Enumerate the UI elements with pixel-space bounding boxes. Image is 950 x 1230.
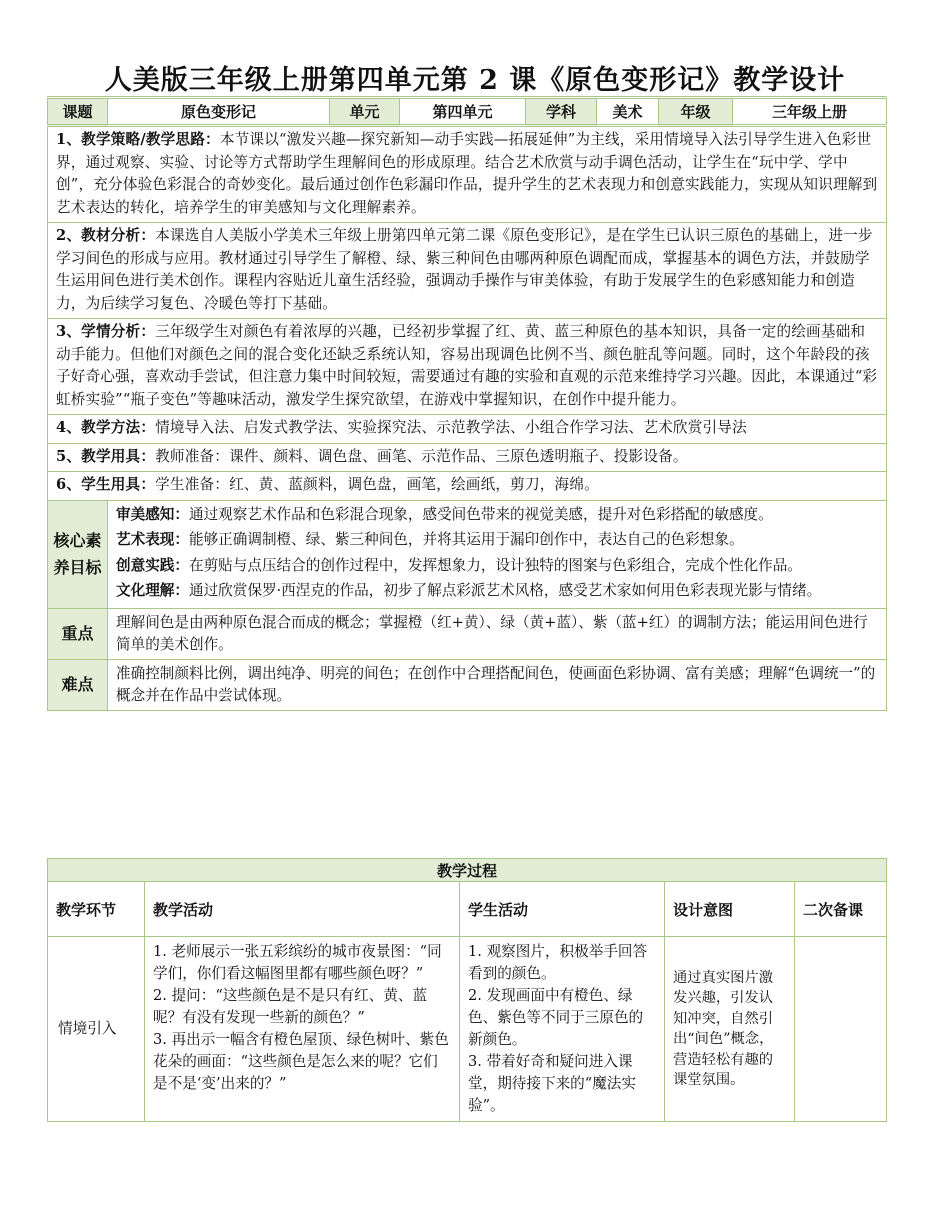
col-header-intent: 设计意图 [665, 882, 795, 937]
process-title: 教学过程 [48, 859, 887, 882]
section-teacher-tools: 5、教学用具：教师准备：课件、颜料、调色盘、画笔、示范作品、三原色透明瓶子、投影设备。 [48, 443, 887, 472]
subject-value: 美术 [597, 98, 659, 126]
difficulty-label: 难点 [48, 659, 108, 710]
key-point-label: 重点 [48, 608, 108, 659]
grade-label: 年级 [659, 98, 733, 126]
teacher-activity-cell [145, 937, 460, 1122]
revision-cell [795, 937, 887, 1122]
grade-value: 三年级上册 [733, 98, 887, 126]
teacher-step: 3. 再出示一幅含有橙色屋顶、绿色树叶、紫色花朵的画面：“这些颜色是怎么来的呢？它们是不是‘变’出来的？” [153, 1031, 449, 1092]
col-header-revision: 二次备课 [795, 882, 887, 937]
unit-value: 第四单元 [400, 98, 526, 126]
core-goals-label: 核心素养目标 [48, 500, 108, 608]
design-intent-cell: 通过真实图片激发兴趣，引发认知冲突，自然引出“间色”概念，营造轻松有趣的课堂氛围。 [665, 937, 795, 1122]
col-header-student: 学生活动 [460, 882, 665, 937]
teacher-step: 1. 老师展示一张五彩缤纷的城市夜景图：“同学们，你们看这幅图里都有哪些颜色呀？” [153, 943, 442, 982]
student-step: 2. 发现画面中有橙色、绿色、紫色等不同于三原色的新颜色。 [468, 987, 644, 1048]
col-header-teacher: 教学活动 [145, 882, 460, 937]
section-strategy: 1、教学策略/教学思路：本节课以“激发兴趣—探究新知—动手实践—拓展延伸”为主线，采用情境导入法引导学生进入色彩世界，通过观察、实验、讨论等方式帮助学生理解间色的形成原理。结合艺术欣赏与动手调色活动，让学生在“玩中学、学中创”，充分体验色彩混合的奇妙变化。最后通过创作色彩漏印作品，提升学生的艺术表现力和创意实践能力，实现从知识理解到艺术表达的转化，培养学生的审美感知与文化理解素养。 [48, 126, 887, 223]
process-row [48, 937, 887, 1122]
core-goals-list [108, 500, 887, 608]
core-goal-item: 审美感知：通过观察艺术作品和色彩混合现象，感受间色带来的视觉美感，提升对色彩搭配的敏感度。 [116, 505, 773, 523]
difficulty-text: 准确控制颜料比例，调出纯净、明亮的间色；在创作中合理搭配间色，使画面色彩协调、富有美感；理解“色调统一”的概念并在作品中尝试体现。 [108, 659, 887, 710]
core-goal-item: 文化理解：通过欣赏保罗·西涅克的作品，初步了解点彩派艺术风格，感受艺术家如何用色彩表现光影与情绪。 [116, 582, 822, 599]
col-header-stage: 教学环节 [48, 882, 145, 937]
topic-label: 课题 [48, 98, 108, 126]
section-material-analysis: 2、教材分析：本课选自人美版小学美术三年级上册第四单元第二课《原色变形记》，是在学生已认识三原色的基础上，进一步学习间色的形成与应用。教材通过引导学生了解橙、绿、紫三种间色由哪两种原色调配而成，掌握基本的调色方法，并鼓励学生运用间色进行美术创作。课程内容贴近儿童生活经验，强调动手操作与审美体验，有助于发展学生的色彩感知能力和创造力，为后续学习复色、冷暖色等打下基础。 [48, 223, 887, 319]
subject-label: 学科 [526, 98, 597, 126]
info-header-row [48, 98, 887, 126]
student-step: 1. 观察图片，积极举手回答看到的颜色。 [468, 943, 648, 982]
core-goal-item: 创意实践：在剪贴与点压结合的创作过程中，发挥想象力，设计独特的图案与色彩组合，完成个性化作品。 [116, 556, 802, 574]
section-methods: 4、教学方法：情境导入法、启发式教学法、实验探究法、示范教学法、小组合作学习法、艺术欣赏引导法 [48, 415, 887, 444]
student-activity-cell [460, 937, 665, 1122]
section-learner-analysis: 3、学情分析：三年级学生对颜色有着浓厚的兴趣，已经初步掌握了红、黄、蓝三种原色的基本知识，具备一定的绘画基础和动手能力。但他们对颜色之间的混合变化还缺乏系统认知，容易出现调色比例不当、颜色脏乱等问题。同时，这个年龄段的孩子好奇心强，喜欢动手尝试，但注意力集中时间较短，需要通过有趣的实验和直观的示范来维持学习兴趣。因此，本课通过“彩虹桥实验”“瓶子变色”等趣味活动，激发学生探究欲望，在游戏中掌握知识，在创作中提升能力。 [48, 319, 887, 415]
core-goal-item: 艺术表现：能够正确调制橙、绿、紫三种间色，并将其运用于漏印创作中，表达自己的色彩想象。 [116, 531, 744, 548]
key-point-text: 理解间色是由两种原色混合而成的概念；掌握橙（红+黄）、绿（黄+蓝）、紫（蓝+红）的调制方法；能运用间色进行简单的美术创作。 [108, 608, 887, 659]
student-step: 3. 带着好奇和疑问进入课堂，期待接下来的“魔法实验”。 [468, 1053, 636, 1114]
section-student-tools: 6、学生用具：学生准备：红、黄、蓝颜料，调色盘，画笔，绘画纸，剪刀，海绵。 [48, 472, 887, 501]
lesson-info-table [47, 96, 887, 711]
teaching-process-table [47, 858, 887, 1122]
page-title: 人美版三年级上册第四单元第 2 课《原色变形记》教学设计 [104, 65, 846, 96]
unit-label: 单元 [330, 98, 400, 126]
stage-cell: 情境引入 [48, 937, 145, 1122]
teacher-step: 2. 提问：“这些颜色是不是只有红、黄、蓝呢？有没有发现一些新的颜色？” [153, 987, 428, 1026]
topic-value: 原色变形记 [108, 98, 330, 126]
